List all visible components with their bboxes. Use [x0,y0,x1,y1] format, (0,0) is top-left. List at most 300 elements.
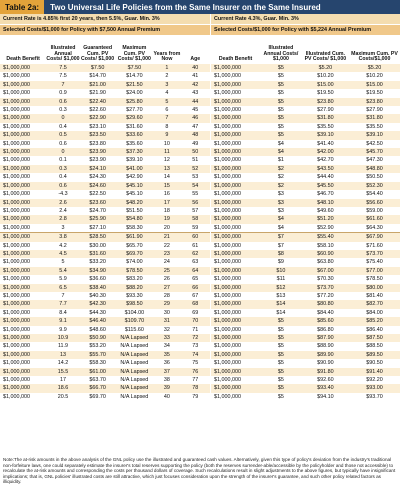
table-row [211,114,400,122]
table-cell: 0.4 [46,173,80,181]
table-cell: $1,000,000 [211,199,260,207]
table-cell: $15.00 [349,81,400,89]
table-row [0,342,210,350]
table-row [211,267,400,275]
table-cell: $1,000,000 [0,275,46,283]
table-cell: $109.70 [115,317,153,325]
table-cell: $86.40 [349,326,400,334]
table-cell: $58.30 [115,224,153,233]
table-row [211,258,400,266]
table-cell: $88.90 [302,342,349,350]
table-cell: $1,000,000 [211,267,260,275]
table-cell: $14.70 [80,72,116,80]
left-col-header: Maximum Cum. PV Costs/ $1,000 [115,35,153,64]
table-cell: 40 [153,393,180,401]
table-cell: $5 [260,368,302,376]
left-col-header: Years from Now [153,35,180,64]
table-row [0,114,210,122]
table-cell: 0.3 [46,106,80,114]
table-cell: $1,000,000 [0,140,46,148]
table-cell: $53.20 [80,342,116,350]
table-cell: $98.50 [115,300,153,308]
table-cell: 24 [153,258,180,266]
table-cell: $92.60 [302,376,349,384]
table-row [211,233,400,242]
table-cell: $1,000,000 [0,258,46,266]
table-cell: $5 [260,326,302,334]
table-cell: $48.60 [80,326,116,334]
table-cell: 14 [153,173,180,181]
left-premium-note: Selected Costs/$1,000 for Policy with $7,500 Annual Premium [0,24,210,35]
table-cell: 71 [181,326,210,334]
table-cell: $45.10 [115,190,153,198]
table-row [211,140,400,148]
table-cell: $45.70 [349,148,400,156]
table-cell: $31.80 [349,114,400,122]
table-cell: $1,000,000 [0,351,46,359]
table-cell: $23.80 [302,98,349,106]
table-cell: 17 [153,199,180,207]
table-cell: $1,000,000 [0,359,46,367]
table-cell: 41 [181,72,210,80]
table-cell: $10.20 [302,72,349,80]
table-cell: $23.60 [80,199,116,207]
table-cell: $1,000,000 [211,106,260,114]
table-cell: $10.20 [349,72,400,80]
table-cell: $58.10 [302,242,349,250]
table-cell: $4 [260,224,302,233]
table-cell: $69.70 [80,393,116,401]
right-policy-panel [211,14,400,401]
table-row [0,317,210,325]
table-cell: $21.00 [80,81,116,89]
table-cell: 47 [181,123,210,131]
table-cell: 44 [181,98,210,106]
table-cell: 22 [153,242,180,250]
table-cell: $22.60 [80,106,116,114]
table-row [211,190,400,198]
table-cell: $1,000,000 [211,376,260,384]
table-cell: 77 [181,376,210,384]
table-cell: $1,000,000 [211,309,260,317]
table-cell: 6.5 [46,284,80,292]
table-cell: N/A Lapsed [115,393,153,401]
table-cell: $1,000,000 [211,317,260,325]
table-cell: 7 [46,292,80,300]
table-cell: 79 [181,393,210,401]
table-cell: $115.60 [115,326,153,334]
table-cell: $1,000,000 [0,190,46,198]
table-cell: $3 [260,190,302,198]
table-cell: 75 [181,359,210,367]
table-cell: $4 [260,148,302,156]
table-row [211,359,400,367]
table-cell: $89.50 [349,351,400,359]
table-cell: $23.90 [80,156,116,164]
table-cell: $5 [260,131,302,139]
table-cell: $27.90 [349,106,400,114]
table-cell: 40 [181,64,210,72]
table-cell: $56.60 [349,199,400,207]
table-cell: $78.50 [115,267,153,275]
table-cell: $51.50 [115,207,153,215]
table-cell: 11 [153,148,180,156]
table-cell: $5 [260,342,302,350]
table-cell: $1,000,000 [211,242,260,250]
table-cell: $63.70 [80,376,116,384]
table-cell: $48.80 [349,165,400,173]
table-cell: $21.90 [80,89,116,97]
table-row [211,165,400,173]
table-cell: $60.90 [302,250,349,258]
table-cell: 3 [153,81,180,89]
table-row [0,182,210,190]
table-cell: $1,000,000 [0,72,46,80]
table-cell: 18 [153,207,180,215]
table-cell: $1,000,000 [211,292,260,300]
table-cell: $74.00 [115,258,153,266]
table-cell: $1,000,000 [0,233,46,242]
table-row [211,64,400,72]
table-cell: $1,000,000 [211,131,260,139]
table-cell: $73.70 [349,250,400,258]
table-cell: 57 [181,207,210,215]
table-cell: $88.50 [349,342,400,350]
table-cell: $5 [260,106,302,114]
table-cell: $54.80 [115,215,153,223]
table-cell: $42.70 [302,156,349,164]
table-cell: 18.6 [46,384,80,392]
table-row [211,81,400,89]
table-row [211,173,400,181]
right-rate-note: Current Rate 4.3%, Guar. Min. 3% [211,14,400,24]
table-cell: $1,000,000 [211,140,260,148]
table-cell: 25 [153,267,180,275]
table-cell: 0.1 [46,156,80,164]
table-row [0,72,210,80]
table-cell: $1,000,000 [211,207,260,215]
table-cell: 72 [181,334,210,342]
table-row [211,242,400,250]
table-cell: $83.20 [115,275,153,283]
table-row [211,393,400,401]
table-cell: $80.00 [349,284,400,292]
table-cell: $1,000,000 [211,148,260,156]
table-cell: $1,000,000 [211,393,260,401]
table-cell: 46 [181,114,210,122]
right-col-header: Maximum Cum. PV Costs/$1,000 [349,35,400,64]
table-cell: $5 [260,89,302,97]
table-cell: 7.5 [46,64,80,72]
table-cell: $13 [260,292,302,300]
table-cell: $1,000,000 [0,334,46,342]
left-table-body [0,64,210,401]
table-cell: 58 [181,215,210,223]
table-cell: $35.60 [115,140,153,148]
table-cell: 7 [46,81,80,89]
table-cell: $1,000,000 [0,123,46,131]
table-cell: $61.60 [349,215,400,223]
table-row [0,284,210,292]
table-cell: $31.60 [80,250,116,258]
table-cell: $1,000,000 [0,250,46,258]
table-cell: $15.00 [302,81,349,89]
left-rate-note: Current Rate is 4.85% first 20 years, then 5.5%, Guar. Min. 3% [0,14,210,24]
table-cell: 16 [153,190,180,198]
table-cell: $1,000,000 [0,242,46,250]
table-cell: $80.80 [302,300,349,308]
table-cell: 7.7 [46,300,80,308]
table-cell: $44.40 [302,173,349,181]
table-cell: $1,000,000 [211,114,260,122]
table-cell: $27.10 [80,224,116,233]
table-cell: $94.10 [302,393,349,401]
table-cell: $61.00 [80,368,116,376]
table-row [0,267,210,275]
table-row [0,106,210,114]
table-cell: 0.6 [46,98,80,106]
table-cell: $37.30 [115,148,153,156]
table-cell: $23.80 [80,140,116,148]
table-cell: $40.30 [80,292,116,300]
table-cell: $52.90 [302,224,349,233]
table-cell: $35.50 [349,123,400,131]
table-cell: $63.80 [302,258,349,266]
table-row [0,215,210,223]
table-cell: $77.00 [349,267,400,275]
table-row [0,326,210,334]
table-cell: $64.30 [349,224,400,233]
table-cell: $45.10 [115,182,153,190]
table-cell: 1 [153,64,180,72]
table-cell: 14.2 [46,359,80,367]
table-cell: $5 [260,72,302,80]
table-cell: 45 [181,106,210,114]
title-bar [0,0,400,14]
table-cell: 29 [153,300,180,308]
table-cell: N/A Lapsed [115,334,153,342]
table-row [0,376,210,384]
table-cell: $36.60 [80,275,116,283]
table-cell: $1,000,000 [0,215,46,223]
table-row [211,215,400,223]
table-row [211,250,400,258]
table-cell: $1,000,000 [0,64,46,72]
table-cell: $1,000,000 [211,98,260,106]
table-cell: $42.90 [115,173,153,181]
table-row [0,173,210,181]
table-cell: 31 [153,317,180,325]
table-cell: 9.1 [46,317,80,325]
table-cell: 21 [153,233,180,242]
table-cell: $1,000,000 [211,334,260,342]
table-cell: $1,000,000 [211,258,260,266]
table-cell: $1,000,000 [0,292,46,300]
table-cell: 2.4 [46,207,80,215]
table-cell: $29.60 [115,114,153,122]
table-cell: 0.5 [46,131,80,139]
table-cell: $1,000,000 [0,98,46,106]
table-cell: $104.00 [115,309,153,317]
table-cell: $7 [260,242,302,250]
table-cell: 3.8 [46,233,80,242]
table-cell: $23.90 [80,148,116,156]
table-cell: 7.5 [46,72,80,80]
table-cell: 63 [181,258,210,266]
table-row [0,384,210,392]
table-cell: $19.50 [302,89,349,97]
right-table [211,35,400,401]
table-cell: 13 [46,351,80,359]
table-row [211,98,400,106]
table-cell: 0.3 [46,165,80,173]
footnote: Note:The at-risk amounts in the above analysis of the GNL policy use the illustrated and guaranteed cash values. Alternatively, given this type of policy's deviation from the industry's traditional non-forfeiture laws, one could separately estimate the insurer's total reserves supporting the policy (both the reserves surrender-able/accessible by the policyholder and those not accessible) to recalculate the at-risk amounts and corresponding the costs per thousand dollars of coverage. Such recalculations result in slight adjustments to the above figures, but typically have insignificant implications; that is, GNL policies' illustrated costs are still attractive, which just focuses consideration upon the strength of the insurer's guarantee, and such other policy related factors as illiquidity. [0,455,400,487]
table-cell: 68 [181,300,210,308]
table-cell: $22.90 [80,114,116,122]
table-cell: $24.60 [80,182,116,190]
table-cell: 73 [181,342,210,350]
table-cell: 27 [153,284,180,292]
table-cell: 51 [181,156,210,164]
table-cell: 5.9 [46,275,80,283]
table-cell: $1,000,000 [0,165,46,173]
table-cell: $44.30 [80,309,116,317]
table-row [211,334,400,342]
table-cell: $1,000,000 [0,131,46,139]
table-cell: $1,000,000 [211,89,260,97]
table-row [211,72,400,80]
table-cell: $45.50 [302,182,349,190]
table-cell: $81.40 [349,292,400,300]
table-cell: $24.70 [80,207,116,215]
table-row [0,351,210,359]
table-cell: 8 [153,123,180,131]
table-row [0,224,210,233]
table-cell: $5 [260,393,302,401]
table-cell: $50.90 [80,334,116,342]
table-row [0,292,210,300]
table-cell: 32 [153,326,180,334]
table-cell: $28.50 [80,233,116,242]
table-cell: $1,000,000 [211,224,260,233]
table-cell: $5 [260,123,302,131]
table-cell: $5 [260,351,302,359]
table-row [0,190,210,198]
left-header-row [0,35,210,64]
table-cell: $35.50 [302,123,349,131]
table-cell: $91.80 [302,368,349,376]
right-premium-note: Selected Costs/$1,000 for Policy with $5,224 Annual Premium [211,24,400,35]
table-cell: $1,000,000 [211,359,260,367]
table-cell: 53 [181,173,210,181]
table-cell: -4.3 [46,190,80,198]
table-cell: 4.5 [46,250,80,258]
table-row [0,131,210,139]
table-cell: 20 [153,224,180,233]
table-row [0,81,210,89]
table-cell: 35 [153,351,180,359]
table-cell: $1,000,000 [0,224,46,233]
table-cell: $87.50 [349,334,400,342]
table-cell: $1,000,000 [0,114,46,122]
table-row [211,326,400,334]
table-row [0,359,210,367]
table-cell: $34.90 [80,267,116,275]
table-cell: $1,000,000 [0,393,46,401]
table-title: Two Universal Life Policies from the Same Insurer on the Same Insured [50,2,321,12]
table-cell: $1,000,000 [0,182,46,190]
table-cell: 38 [153,376,180,384]
table-cell: 0.4 [46,123,80,131]
table-cell: $61.90 [115,233,153,242]
table-cell: $93.30 [115,292,153,300]
table-cell: 49 [181,140,210,148]
table-row [211,131,400,139]
panels [0,14,400,401]
table-cell: 36 [153,359,180,367]
table-cell: $27.90 [302,106,349,114]
table-cell: 61 [181,242,210,250]
table-cell: 48 [181,131,210,139]
table-cell: $1,000,000 [211,326,260,334]
right-col-header: Illustrated Cum. PV Costs/ $1,000 [302,35,349,64]
table-cell: $1,000,000 [211,284,260,292]
table-cell: $88.20 [115,284,153,292]
table-cell: $46.40 [80,317,116,325]
table-cell: $65.70 [115,242,153,250]
table-cell: $66.70 [80,384,116,392]
table-cell: $10 [260,267,302,275]
table-cell: $90.90 [302,359,349,367]
table-cell: $39.10 [115,156,153,164]
table-cell: 6 [153,106,180,114]
table-cell: $48.10 [302,199,349,207]
table-cell: $1,000,000 [211,384,260,392]
table-row [211,89,400,97]
table-cell: 67 [181,292,210,300]
table-cell: $1,000,000 [211,215,260,223]
table-cell: $1,000,000 [211,81,260,89]
table-cell: $93.00 [349,384,400,392]
table-cell: $90.50 [349,359,400,367]
table-row [0,334,210,342]
table-cell: $31.60 [115,123,153,131]
table-cell: $1,000,000 [0,106,46,114]
table-cell: $5 [260,64,302,72]
table-row [0,156,210,164]
table-cell: $3 [260,199,302,207]
table-row [211,351,400,359]
table-cell: $30.00 [80,242,116,250]
table-row [0,64,210,72]
table-cell: $1,000,000 [211,165,260,173]
table-cell: $85.60 [302,317,349,325]
right-table-body [211,64,400,401]
table-cell: $5 [260,98,302,106]
table-cell: $1,000,000 [0,156,46,164]
table-cell: $1,000,000 [211,275,260,283]
table-cell: $47.30 [349,156,400,164]
table-row [211,224,400,233]
table-cell: 26 [153,275,180,283]
table-row [0,275,210,283]
table-cell: 42 [181,81,210,89]
table-cell: $1,000,000 [211,182,260,190]
table-cell: $70.30 [302,275,349,283]
table-row [211,309,400,317]
left-table [0,35,210,401]
table-cell: $1,000,000 [0,81,46,89]
